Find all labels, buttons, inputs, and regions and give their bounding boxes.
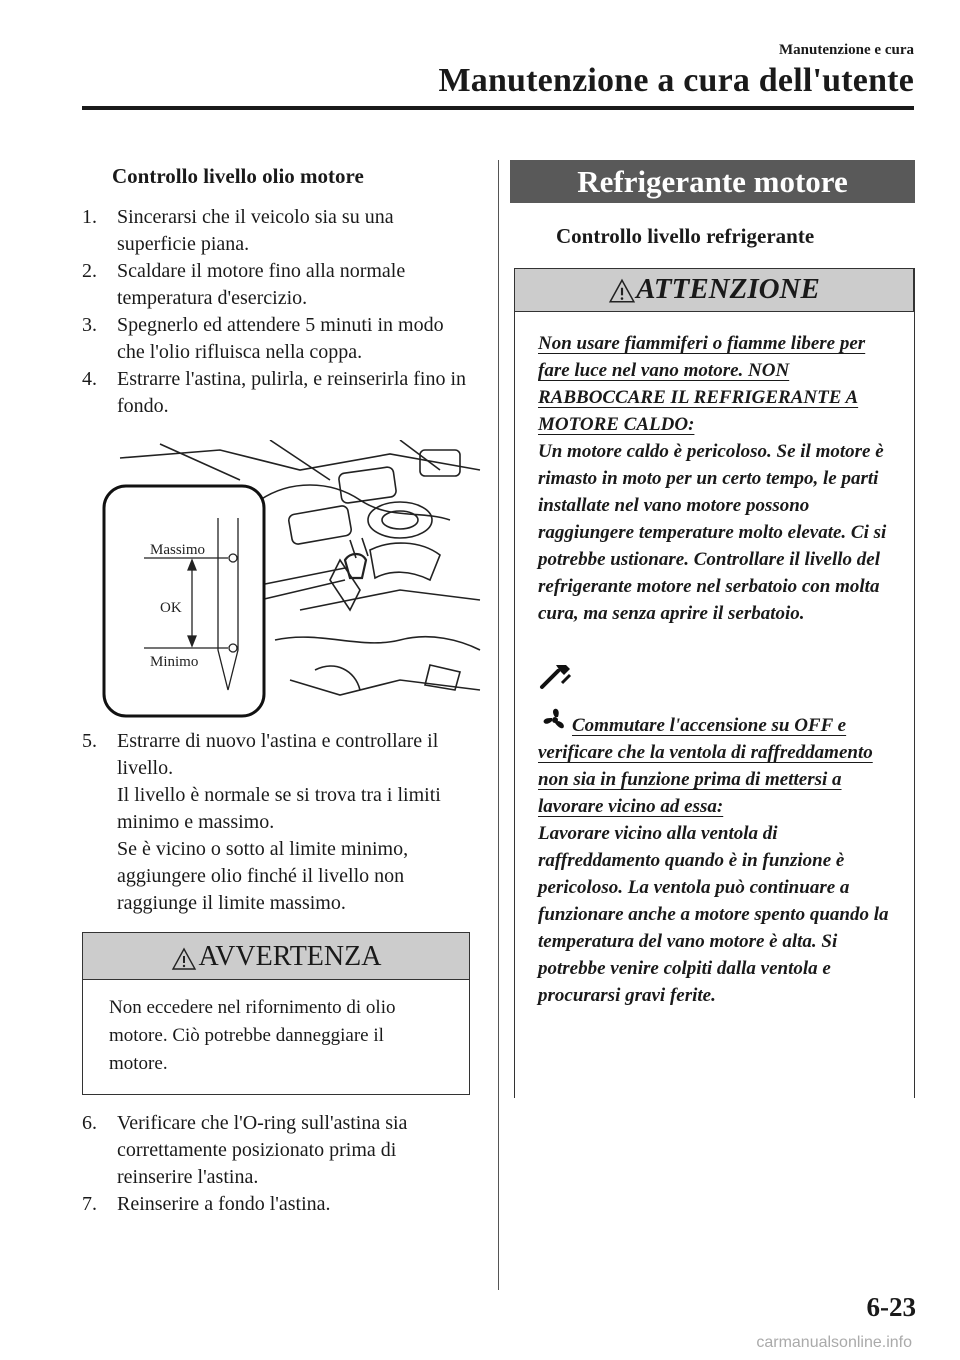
list-item (82, 1110, 472, 1191)
attention-box (514, 268, 914, 1009)
page-number: 6-23 (866, 1292, 916, 1322)
warning-title: AVVERTENZA (198, 941, 382, 972)
list-item (82, 312, 472, 366)
oil-steps-list-2 (82, 1110, 472, 1218)
wrench-icon (538, 661, 574, 691)
step-number: 3. (82, 314, 97, 336)
step-text: Il livello è normale se si trova tra i limiti minimo e massimo. (117, 784, 441, 833)
step-text: Verificare che l'O-ring sull'astina sia correttamente posizionato prima di reinserire l'astina. (117, 1112, 408, 1188)
attention-p1-heading: Non usare fiammiferi o fiamme libere per fare luce nel vano motore. NON RABBOCCARE IL REFRIGERANTE A MOTORE CALDO: (538, 333, 866, 435)
dipstick-figure (100, 440, 490, 720)
step-number: 6. (82, 1112, 97, 1134)
label-ok: OK (160, 600, 182, 616)
fan-icon (538, 705, 572, 735)
attention-p2-body: Lavorare vicino alla ventola di raffreddamento quando è in funzione è pericoloso. La ventola può continuare a funzionare anche a motore spento quando la temperatura del vano motore è alta. Si potrebbe venire colpiti dalla ventola e procurarsi gravi ferite. (538, 823, 889, 1006)
coolant-check-subtitle: Controllo livello refrigerante (556, 224, 815, 248)
step-number: 5. (82, 730, 97, 752)
list-item (82, 1191, 472, 1218)
page-title: Manutenzione a cura dell'utente (438, 62, 914, 99)
step-text: Reinserire a fondo l'astina. (117, 1193, 331, 1215)
attention-p1-body: Un motore caldo è pericoloso. Se il motore è rimasto in moto per un certo tempo, le parti installate nel vano motore possono raggiungere temperature molto elevate. Ci si potrebbe ustionare. Controllare il livello del refrigerante motore nel serbatoio con molta cura, ma senza aprire il serbatoio. (538, 441, 887, 624)
step-text: Spegnerlo ed attendere 5 minuti in modo che l'olio rifluisca nella coppa. (117, 314, 444, 363)
label-min: Minimo (150, 654, 199, 670)
warning-box (82, 932, 470, 1095)
list-item (82, 728, 472, 917)
oil-step-5 (82, 728, 472, 917)
warning-triangle-icon (608, 278, 636, 304)
step-number: 7. (82, 1193, 97, 1215)
header-rule (82, 106, 914, 110)
list-item (82, 366, 472, 420)
oil-steps-list (82, 204, 472, 420)
section-title: Manutenzione e cura (779, 42, 914, 58)
attention-header-box (514, 268, 914, 312)
attention-header (515, 269, 913, 312)
attention-p2-heading: Commutare l'accensione su OFF e verificare che la ventola di raffreddamento non sia in funzione prima di mettersi a lavorare vicino ad essa: (538, 715, 873, 817)
step-text: Estrarre di nuovo l'astina e controllare il livello. (117, 730, 439, 779)
list-item (82, 204, 472, 258)
attention-body (514, 312, 914, 1009)
oil-check-subtitle: Controllo livello olio motore (112, 164, 364, 188)
step-number: 4. (82, 368, 97, 390)
list-item (82, 258, 472, 312)
step-number: 2. (82, 260, 97, 282)
step-text: Se è vicino o sotto al limite minimo, aggiungere olio finché il livello non raggiunge il limite massimo. (117, 838, 409, 914)
column-divider (498, 160, 499, 1290)
step-text: Sincerarsi che il veicolo sia su una superficie piana. (117, 206, 394, 255)
step-text: Scaldare il motore fino alla normale temperatura d'esercizio. (117, 260, 406, 309)
step-number: 1. (82, 206, 97, 228)
attention-left-border (514, 268, 515, 1098)
watermark: carmanualsonline.info (756, 1334, 912, 1351)
warning-triangle-icon (171, 947, 197, 971)
step-text: Estrarre l'astina, pulirla, e reinserirla fino in fondo. (117, 368, 467, 417)
label-max: Massimo (150, 542, 206, 558)
attention-right-border (914, 268, 915, 1098)
warning-header (83, 933, 469, 980)
coolant-section-band: Refrigerante motore (510, 160, 915, 203)
warning-text: Non eccedere nel rifornimento di olio motore. Ciò potrebbe danneggiare il motore. (109, 997, 396, 1074)
attention-title: ATTENZIONE (636, 273, 820, 305)
